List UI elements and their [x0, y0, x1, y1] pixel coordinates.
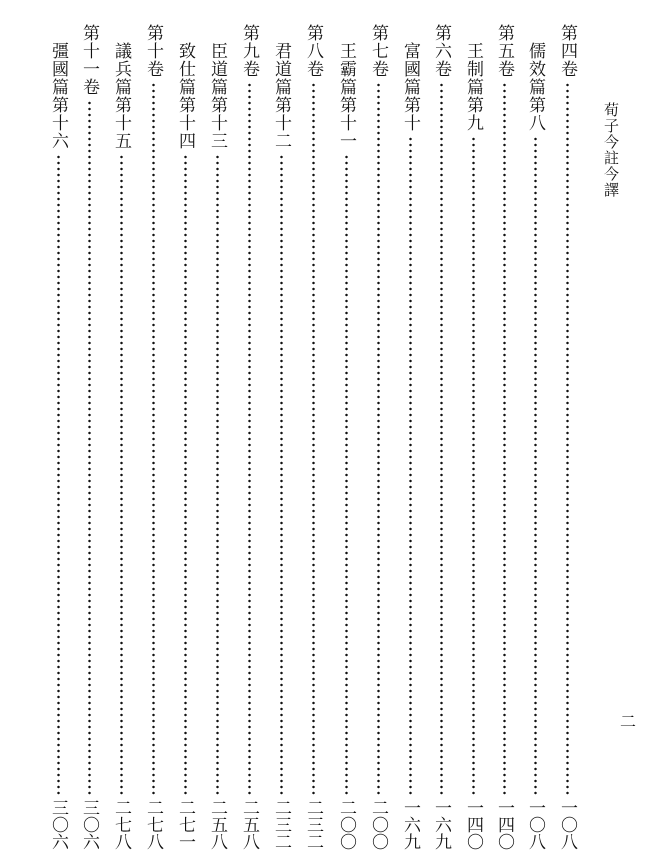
toc-entry-chapter-9 [460, 24, 486, 850]
toc-entry-juan-10 [140, 24, 166, 850]
toc-entry-title: 富國篇第十 [400, 42, 420, 132]
toc-entry-chapter-8 [522, 24, 548, 850]
toc-leader-dots [88, 100, 91, 795]
toc-entry-page: 一六九 [431, 799, 451, 850]
toc-entry-page: 二三二 [303, 799, 323, 850]
toc-entry-chapter-13 [204, 24, 230, 850]
toc-entry-title: 君道篇第十二 [271, 42, 291, 150]
toc-leader-dots [120, 154, 123, 795]
toc-leader-dots [184, 154, 187, 795]
page-number: 二 [619, 712, 636, 731]
toc-entry-title: 議兵篇第十五 [111, 42, 131, 150]
toc-entry-juan-11 [76, 24, 102, 850]
toc-leader-dots [409, 136, 412, 795]
toc-entry-title: 第六卷 [431, 24, 451, 78]
toc-entry-title: 彊國篇第十六 [48, 42, 68, 150]
toc-leader-dots [312, 82, 315, 795]
toc-entry-title: 王制篇第九 [463, 42, 483, 132]
toc-entry-juan-8 [300, 24, 326, 850]
toc-leader-dots [377, 82, 380, 795]
toc-entry-title: 第七卷 [368, 24, 388, 78]
toc-leader-dots [566, 82, 569, 795]
toc-entry-page: 一〇八 [525, 799, 545, 850]
toc-entry-chapter-10 [397, 24, 423, 850]
toc-entry-juan-4 [554, 24, 580, 850]
toc-entry-title: 儒效篇第八 [525, 42, 545, 132]
toc-entry-juan-5 [491, 24, 517, 850]
toc-entry-page: 二七八 [111, 799, 131, 850]
toc-leader-dots [440, 82, 443, 795]
toc-entry-page: 二三二 [271, 799, 291, 850]
toc-entry-chapter-14 [172, 24, 198, 850]
toc-leader-dots [57, 154, 60, 795]
toc-entry-title: 第十卷 [143, 24, 163, 78]
toc-entry-page: 二七一 [175, 799, 195, 850]
toc-entry-title: 第四卷 [557, 24, 577, 78]
toc-leader-dots [280, 154, 283, 795]
toc-entry-chapter-16 [45, 24, 71, 850]
toc-entry-title: 第八卷 [303, 24, 323, 78]
toc-entry-title: 第九卷 [239, 24, 259, 78]
toc-leader-dots [152, 82, 155, 795]
toc-entry-page: 二五八 [239, 799, 259, 850]
toc-leader-dots [534, 136, 537, 795]
toc-entry-chapter-12 [268, 24, 294, 850]
toc-entry-page: 三〇六 [48, 799, 68, 850]
toc-entry-title: 第五卷 [494, 24, 514, 78]
toc-entry-page: 二〇〇 [336, 799, 356, 850]
toc-entry-page: 一〇八 [557, 799, 577, 850]
toc-entry-title: 王霸篇第十一 [336, 42, 356, 150]
toc-leader-dots [472, 136, 475, 795]
toc-leader-dots [216, 154, 219, 795]
toc-entry-page: 二七八 [143, 799, 163, 850]
toc-entry-page: 一六九 [400, 799, 420, 850]
toc-entry-title: 致仕篇第十四 [175, 42, 195, 150]
toc-leader-dots [248, 82, 251, 795]
toc-entry-page: 二五八 [207, 799, 227, 850]
toc-entry-page: 一四〇 [494, 799, 514, 850]
toc-entry-chapter-15 [108, 24, 134, 850]
toc-entry-title: 第十一卷 [79, 24, 99, 96]
running-head: 荀子今註今譯 [602, 102, 620, 198]
toc-entry-page: 三〇六 [79, 799, 99, 850]
toc-entry-chapter-11 [333, 24, 359, 850]
toc-entry-juan-7 [365, 24, 391, 850]
toc-entry-title: 臣道篇第十三 [207, 42, 227, 150]
toc-leader-dots [345, 154, 348, 795]
toc-leader-dots [503, 82, 506, 795]
toc-entry-juan-9 [236, 24, 262, 850]
toc-entry-juan-6 [428, 24, 454, 850]
toc-entry-page: 二〇〇 [368, 799, 388, 850]
toc-entry-page: 一四〇 [463, 799, 483, 850]
